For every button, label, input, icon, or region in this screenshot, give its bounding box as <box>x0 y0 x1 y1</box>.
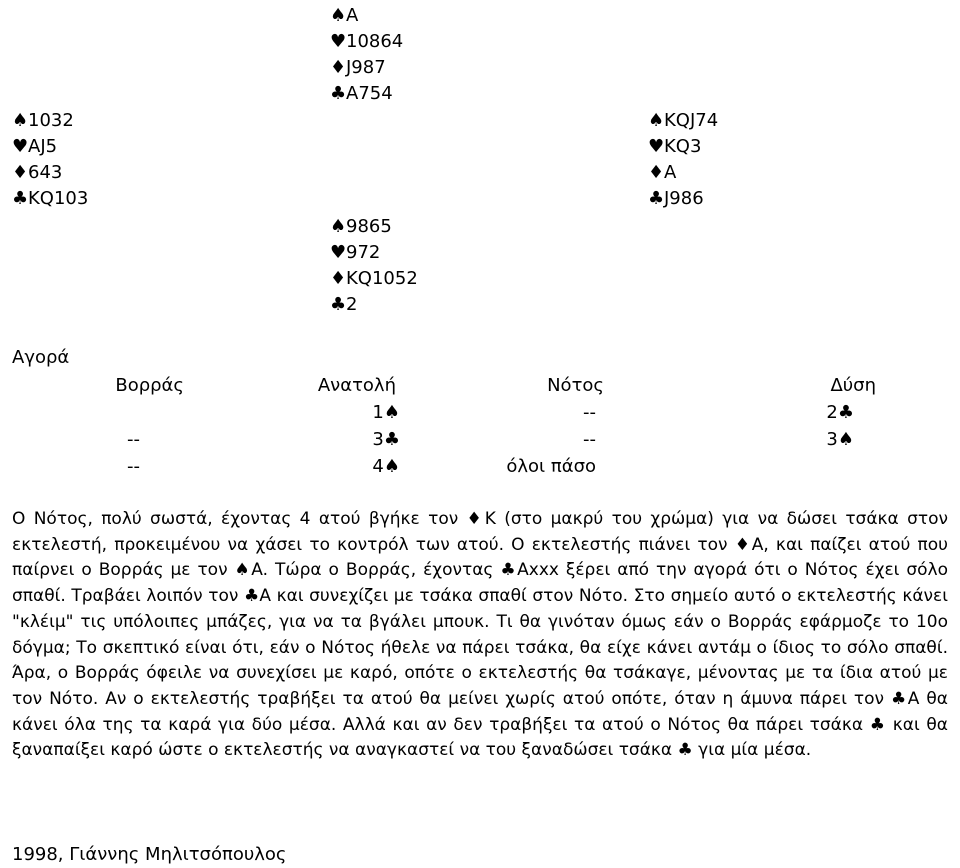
west-clubs <box>12 186 88 212</box>
auction-row <box>12 426 948 453</box>
auction-header-west: Δύση <box>830 375 876 396</box>
auction-bid: -- <box>127 429 140 450</box>
diamond-icon: ♦ <box>330 57 347 78</box>
east-spades <box>648 108 718 134</box>
club-icon: ♣ <box>330 294 347 315</box>
south-hearts <box>330 240 418 266</box>
club-icon: ♣ <box>12 188 29 209</box>
heart-icon: ♥ <box>648 136 665 157</box>
north-clubs-cards: A754 <box>346 83 393 104</box>
east-clubs-cards: J986 <box>664 188 704 209</box>
east-diamonds-cards: A <box>664 162 677 183</box>
auction-title: Αγορά <box>12 347 70 368</box>
west-hearts-cards: AJ5 <box>28 136 58 157</box>
north-hearts-cards: 10864 <box>346 31 404 52</box>
south-hearts-cards: 972 <box>346 242 381 263</box>
west-spades <box>12 108 88 134</box>
east-diamonds <box>648 160 718 186</box>
auction-bid: 3♣ <box>372 429 400 450</box>
heart-icon: ♥ <box>330 31 347 52</box>
auction-header-row <box>12 372 948 399</box>
auction-bid: -- <box>127 456 140 477</box>
auction-header-north: Βορράς <box>115 375 184 396</box>
south-diamonds <box>330 266 418 292</box>
north-clubs <box>330 81 403 107</box>
commentary-paragraph: Ο Νότος, πολύ σωστά, έχοντας 4 ατού βγήκε τον ♦K (στο μακρύ του χρώμα) για να δώσει τσάκα στον εκτελεστή, προκειμένου να χάσει το κοντρόλ των ατού. Ο εκτελεστής πιάνει τον ♦A, και παίζει ατού που παίρνει ο Βορράς με τον ♠A. Τώρα ο Βορράς, έχοντας ♣Axxx ξέρει από την αγορά ότι ο Νότος έχει σόλο σπαθί. Τραβάει λοιπόν τον ♣A και συνεχίζει με τσάκα σπαθί στον Νότο. Στο σημείο αυτό ο εκτελεστής κάνει "κλέιμ" τις υπόλοιπες μπάζες, για να τα βγάλει μπουκ. Τι θα γινόταν όμως εάν ο Βορράς εφάρμοζε το 10ο δόγμα; Το σκεπτικό είναι ότι, εάν ο Νότος ήθελε να πάρει τσάκα, θα είχε κάνει αντάμ ο ίδιος το σόλο σπαθί. Άρα, ο Βορράς όφειλε να συνεχίσει με καρό, οπότε ο εκτελεστής θα τσάκαγε, μένοντας με τα ίδια ατού με τον Νότο. Αν ο εκτελεστής τραβήξει τα ατού θα μείνει χωρίς ατού οπότε, όταν η άμυνα πάρει τον ♣A θα κάνει όλα της τα καρά για δύο μέσα. Αλλά και αν δεν τραβήξει τα ατού ο Νότος θα πάρει τσάκα ♣ και θα ξαναπαίξει καρό ώστε ο εκτελεστής να αναγκαστεί να του ξαναδώσει τσάκα ♣ για μία μέσα. <box>12 509 948 761</box>
west-diamonds-cards: 643 <box>28 162 63 183</box>
spade-icon: ♠ <box>12 110 29 131</box>
auction-row <box>12 453 948 480</box>
auction-table <box>12 372 948 480</box>
west-hearts <box>12 134 88 160</box>
auction-bid: 4♠ <box>372 456 400 477</box>
diamond-icon: ♦ <box>330 268 347 289</box>
auction-bid <box>714 453 948 480</box>
north-hand <box>330 3 403 107</box>
auction-bid: -- <box>583 402 596 423</box>
north-spades-cards: A <box>346 5 359 26</box>
east-clubs <box>648 186 718 212</box>
club-icon: ♣ <box>330 83 347 104</box>
auction-header-east: Ανατολή <box>317 375 396 396</box>
north-diamonds <box>330 55 403 81</box>
east-hand <box>648 108 718 212</box>
east-hearts-cards: KQ3 <box>664 136 702 157</box>
spade-icon: ♠ <box>648 110 665 131</box>
south-hand <box>330 214 418 318</box>
heart-icon: ♥ <box>330 242 347 263</box>
west-clubs-cards: KQ103 <box>28 188 89 209</box>
auction-bid: 2♣ <box>826 402 854 423</box>
west-spades-cards: 1032 <box>28 110 74 131</box>
south-clubs-cards: 2 <box>346 294 358 315</box>
west-hand <box>12 108 88 212</box>
east-spades-cards: KQJ74 <box>664 110 719 131</box>
auction-header-south: Νότος <box>547 375 604 396</box>
auction-bid: -- <box>583 429 596 450</box>
auction-bid: 1♠ <box>372 402 400 423</box>
south-diamonds-cards: KQ1052 <box>346 268 418 289</box>
north-diamonds-cards: J987 <box>346 57 386 78</box>
north-spades <box>330 3 403 29</box>
diamond-icon: ♦ <box>648 162 665 183</box>
signature: 1998, Γιάννης Μηλιτσόπουλος <box>12 844 287 865</box>
west-diamonds <box>12 160 88 186</box>
south-spades <box>330 214 418 240</box>
heart-icon: ♥ <box>12 136 29 157</box>
north-hearts <box>330 29 403 55</box>
spade-icon: ♠ <box>330 216 347 237</box>
south-spades-cards: 9865 <box>346 216 392 237</box>
auction-bid: 3♠ <box>826 429 854 450</box>
auction-bid: όλοι πάσο <box>506 456 596 477</box>
south-clubs <box>330 292 418 318</box>
auction-bid <box>12 399 246 426</box>
diamond-icon: ♦ <box>12 162 29 183</box>
east-hearts <box>648 134 718 160</box>
club-icon: ♣ <box>648 188 665 209</box>
spade-icon: ♠ <box>330 5 347 26</box>
auction-row <box>12 399 948 426</box>
